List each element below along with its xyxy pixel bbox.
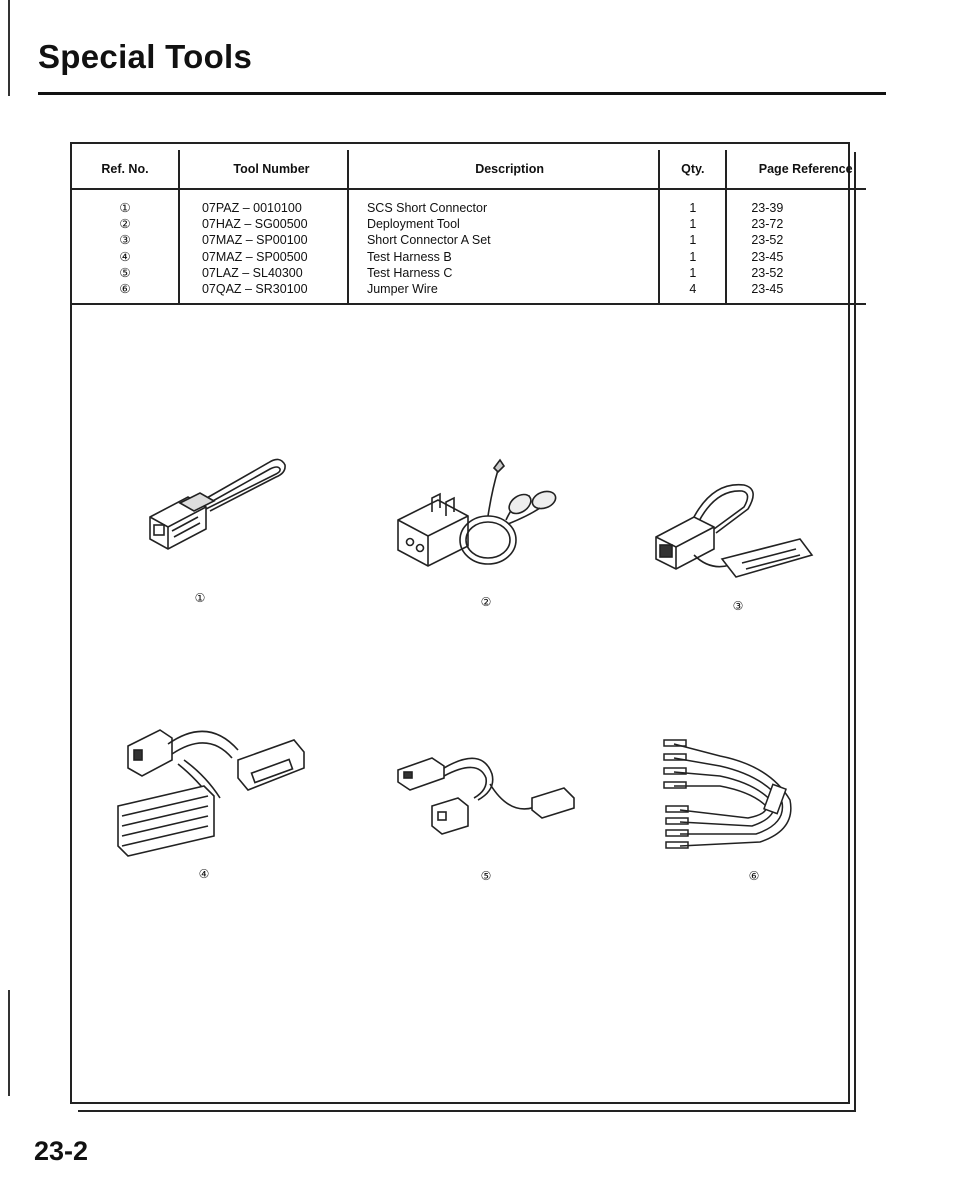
page-reference-cell: 23-45: [751, 282, 784, 297]
qty-column: [659, 189, 726, 304]
qty-cell: 1: [689, 265, 697, 280]
qty-cell: 1: [689, 233, 697, 248]
margin-mark-bottom: [8, 990, 10, 1096]
page-reference-cell: 23-72: [751, 217, 784, 232]
tool-number-cell: 07QAZ – SR30100: [201, 282, 308, 297]
page-reference-cell: 23-39: [751, 201, 784, 215]
header-qty: Qty.: [659, 150, 726, 189]
page-reference-column: [726, 189, 866, 304]
header-page-reference: Page Reference: [726, 150, 866, 189]
special-tools-table: [72, 150, 866, 305]
description-cell: Short Connector A Set: [366, 233, 491, 248]
test-harness-b-illustration: [108, 720, 308, 860]
ref-cell: ⑤: [119, 265, 131, 280]
ref-cell: ⑥: [119, 282, 131, 297]
qty-cell: 1: [689, 201, 697, 215]
description-cell: Test Harness C: [366, 265, 453, 280]
jumper-wire-illustration: [660, 730, 830, 870]
ref-cell: ④: [119, 249, 131, 264]
figure-label: ⑤: [480, 869, 492, 883]
ref-column: [72, 189, 179, 304]
page-reference-cell: 23-52: [751, 233, 784, 248]
tool-number-column: [179, 189, 348, 304]
figure-label: ⑥: [748, 869, 760, 883]
tool-number-cell: 07LAZ – SL40300: [201, 265, 303, 280]
tool-number-cell: 07HAZ – SG00500: [201, 217, 308, 232]
figure-label: ①: [194, 591, 206, 605]
ref-cell: ③: [119, 233, 131, 248]
margin-mark-top: [8, 0, 10, 96]
figure-label: ④: [198, 867, 210, 881]
description-cell: Deployment Tool: [366, 217, 460, 232]
tool-number-cell: 07MAZ – SP00100: [201, 233, 308, 248]
qty-cell: 4: [689, 282, 697, 297]
page-reference-cell: 23-52: [751, 265, 784, 280]
qty-cell: 1: [689, 217, 697, 232]
page-reference-cell: 23-45: [751, 249, 784, 264]
tool-number-cell: 07MAZ – SP00500: [201, 249, 308, 264]
scs-short-connector-illustration: [140, 445, 300, 555]
title-rule: [38, 92, 886, 95]
description-cell: Test Harness B: [366, 249, 452, 264]
figure-label: ②: [480, 595, 492, 609]
short-connector-a-set-illustration: [650, 475, 820, 585]
header-description: Description: [348, 150, 659, 189]
figure-label: ③: [732, 599, 744, 613]
description-cell: Jumper Wire: [366, 282, 438, 297]
deployment-tool-illustration: [388, 450, 568, 580]
header-tool-number: Tool Number: [179, 150, 348, 189]
ref-cell: ①: [119, 201, 131, 215]
tool-number-cell: 07PAZ – 0010100: [201, 201, 302, 215]
page-title: Special Tools: [38, 38, 253, 75]
description-cell: SCS Short Connector: [366, 201, 488, 215]
table-header-row: [72, 150, 866, 189]
page-number: 23-2: [34, 1136, 89, 1166]
test-harness-c-illustration: [392, 750, 592, 850]
header-ref-no: Ref. No.: [72, 150, 179, 189]
qty-cell: 1: [689, 249, 697, 264]
description-column: [348, 189, 659, 304]
ref-cell: ②: [119, 217, 131, 232]
table-row: [72, 189, 866, 304]
